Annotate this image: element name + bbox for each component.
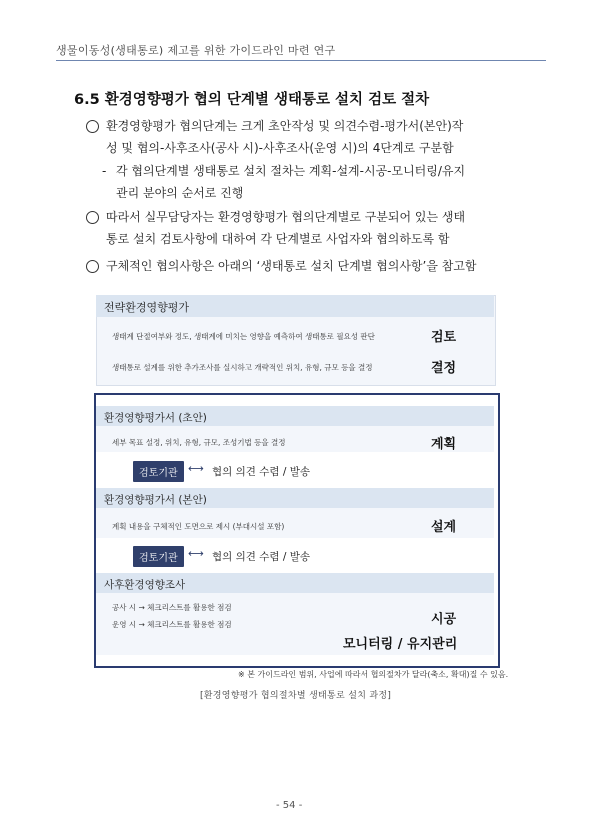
review-agency-badge: 검토기관 [133,461,184,482]
sub-bullet-text: 관리 분야의 순서로 진행 [116,186,244,200]
bullet-text: 통로 설치 검토사항에 대하여 각 단계별로 사업자와 협의하도록 함 [106,232,450,246]
bullet-text: 구체적인 협의사항은 아래의 ‘생태통로 설치 단계별 협의사항’을 참고함 [106,259,477,273]
double-arrow-icon: ⟷ [188,462,204,475]
draft-title: 환경영향평가서 (초안) [104,412,207,424]
double-arrow-icon: ⟷ [188,547,204,560]
bullet-item-1 [86,115,546,159]
strategic-eia-header [96,295,494,317]
strategic-row2-label: 결정 [431,361,457,376]
post-survey-label-1: 시공 [431,612,457,627]
bullet-item-2 [86,206,546,250]
review-text: 협의 의견 수렴 / 발송 [212,466,311,478]
running-header: 생물이동성(생태통로) 제고를 위한 가이드라인 마련 연구 [56,44,336,57]
main-eval-header [96,488,494,508]
strategic-row1-text: 생태계 단절여부와 정도, 생태계에 미치는 영향을 예측하여 생태통로 필요성 판단 [112,332,375,341]
bullet-text: 환경영향평가 협의단계는 크게 초안작성 및 의견수렴-평가서(본안)작 [106,119,464,133]
draft-header [96,406,494,426]
footnote: ※ 본 가이드라인 범위, 사업에 따라서 협의절차가 달라(축소, 확대)질 수 있음. [238,670,509,679]
header-divider [56,60,546,61]
bullet-text: 성 및 협의-사후조사(공사 시)-사후조사(운영 시)의 4단계로 구분함 [106,141,454,155]
post-survey-title: 사후환경영향조사 [104,579,186,591]
draft-label: 계획 [431,437,457,452]
sub-bullet-item [86,160,546,204]
bullet-text: 따라서 실무담당자는 환경영향평가 협의단계별로 구분되어 있는 생태 [106,210,466,224]
post-survey-label-2: 모니터링 / 유지관리 [343,637,458,652]
circle-bullet-icon [86,211,99,224]
review-text: 협의 의견 수렴 / 발송 [212,551,311,563]
strategic-eia-title: 전략환경영향평가 [104,301,190,314]
post-survey-header [96,573,494,593]
review-agency-badge: 검토기관 [133,546,184,567]
strategic-row1-label: 검토 [431,330,457,345]
post-survey-text-1: 공사 시 → 체크리스트를 활용한 점검 [112,603,232,612]
circle-bullet-icon [86,260,99,273]
figure-caption: [환경영향평가 협의절차별 생태통로 설치 과정] [200,691,392,701]
section-title: 6.5 환경영향평가 협의 단계별 생태통로 설치 검토 절차 [74,92,430,108]
strategic-row2-text: 생태통로 설계를 위한 추가조사를 실시하고 개략적인 위치, 유형, 규모 등을 결정 [112,363,373,372]
post-survey-text-2: 운영 시 → 체크리스트를 활용한 점검 [112,620,232,629]
sub-bullet-text: 각 협의단계별 생태통로 설치 절차는 계획-설계-시공-모니터링/유지 [116,164,466,178]
dash-bullet-icon: - [102,164,107,178]
bullet-item-3 [86,255,546,277]
main-eval-title: 환경영향평가서 (본안) [104,494,207,506]
circle-bullet-icon [86,120,99,133]
main-eval-text: 계획 내용을 구체적인 도면으로 제시 (부대시설 포함) [112,522,285,531]
page-number: - 54 - [276,800,303,811]
draft-text: 세부 목표 설정, 위치, 유형, 규모, 조성기법 등을 결정 [112,438,286,447]
main-eval-label: 설계 [431,520,457,535]
